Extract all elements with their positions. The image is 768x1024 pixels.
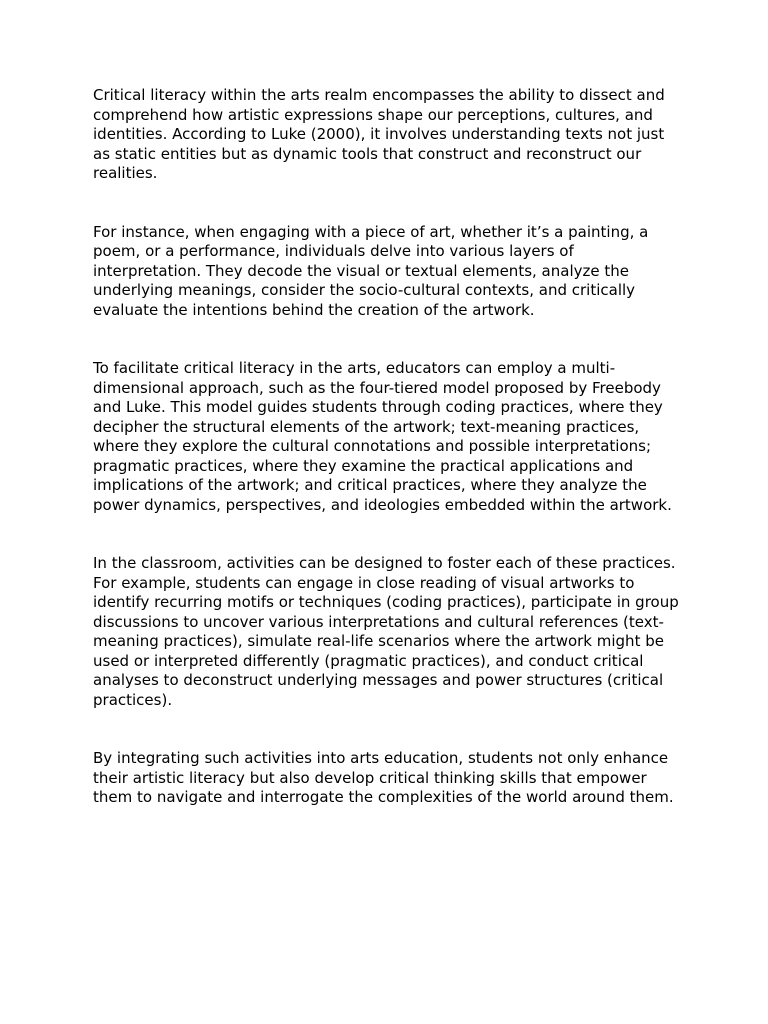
document-body [93, 86, 683, 847]
paragraph-critical-literacy-definition: Critical literacy within the arts realm encompasses the ability to dissect and comprehend how artistic expressions shape our perceptions, cultures, and identities. According to Luke (2000), it involves understanding texts not just as static entities but as dynamic tools that construct and reconstruct our realities. [93, 86, 665, 182]
paragraph-conclusion: By integrating such activities into arts education, students not only enhance their artistic literacy but also develop critical thinking skills that empower them to navigate and interrogate the complexities of the world around them. [93, 749, 674, 806]
paragraph-engaging-with-art: For instance, when engaging with a piece of art, whether it’s a painting, a poem, or a performance, individuals delve into various layers of interpretation. They decode the visual or textual elements, analyze the underlying meanings, consider the socio-cultural contexts, and critically evaluate the intentions behind the creation of the artwork. [93, 222, 649, 319]
paragraph-four-tiered-model: To facilitate critical literacy in the arts, educators can employ a multi-dimensional approach, such as the four-tiered model proposed by Freebody and Luke. This model guides students through coding practices, where they decipher the structural elements of the artwork; text-meaning practices, where they explore the cultural connotations and possible interpretations; pragmatic practices, where they examine the practical applications and implications of the artwork; and critical practices, where they analyze the power dynamics, perspectives, and ideologies embedded within the artwork. [93, 359, 672, 514]
paragraph-classroom-activities: In the classroom, activities can be designed to foster each of these practices. For example, students can engage in close reading of visual artworks to identify recurring motifs or techniques (coding practices), participate in group discussions to uncover various interpretations and cultural references (text-meaning practices), simulate real-life scenarios where the artwork might be used or interpreted differently (pragmatic practices), and conduct critical analyses to deconstruct underlying messages and power structures (critical practices). [93, 554, 679, 709]
